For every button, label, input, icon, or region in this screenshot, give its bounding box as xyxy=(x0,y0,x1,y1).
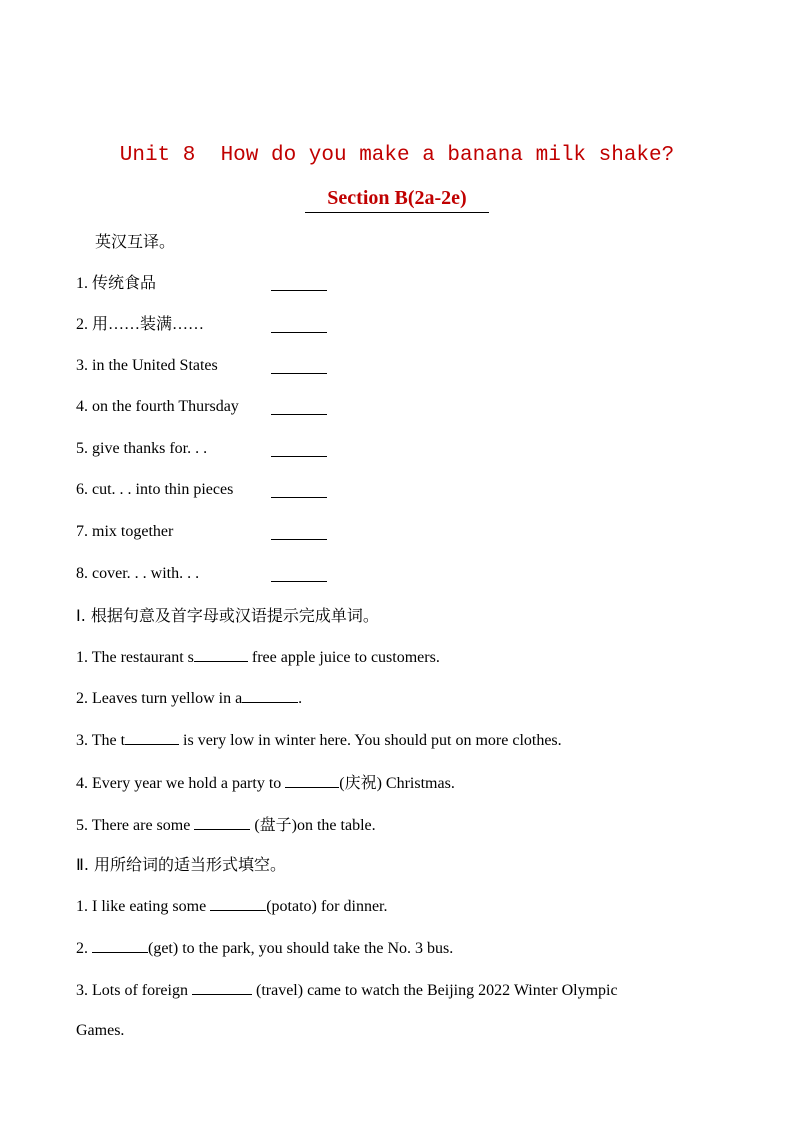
vocab-item-3: 3. in the United States xyxy=(76,357,218,374)
part2-item-3-after: (travel) came to watch the Beijing 2022 Winter Olympic xyxy=(251,982,618,999)
answer-blank[interactable] xyxy=(285,773,339,788)
part2-item-1 xyxy=(76,896,387,917)
part2-item-1-before: 1. I like eating some xyxy=(76,898,211,915)
part1-item-1-after: free apple juice to customers. xyxy=(247,649,440,666)
answer-blank[interactable] xyxy=(192,980,252,995)
part2-item-2 xyxy=(76,938,453,959)
vocab-item-8: 8. cover. . . with. . . xyxy=(76,565,200,582)
part1-item-2-before: 2. Leaves turn yellow in a xyxy=(76,690,243,707)
vocab-item-1: 1. 传统食品 xyxy=(76,275,157,292)
section-subtitle-wrapper xyxy=(0,186,794,213)
part1-item-3-before: 3. The t xyxy=(76,732,126,749)
part2-item-2-after: (get) to the park, you should take the No. 3 bus. xyxy=(148,940,454,957)
vocab-item-2: 2. 用……装满…… xyxy=(76,316,205,333)
vocab-item-5: 5. give thanks for. . . xyxy=(76,440,208,457)
part1-item-3 xyxy=(76,730,562,751)
section-subtitle: Section B(2a-2e) xyxy=(305,186,488,213)
answer-blank[interactable] xyxy=(210,896,266,911)
part1-item-5-before: 5. There are some xyxy=(76,817,195,834)
part1-item-2-after: . xyxy=(298,690,303,707)
part1-item-2 xyxy=(76,688,302,709)
part1-item-5-after: (盘子)on the table. xyxy=(250,817,376,834)
answer-blank[interactable] xyxy=(242,688,298,703)
part2-item-3-continuation: Games. xyxy=(76,1022,125,1039)
part1-item-3-after: is very low in winter here. You should put on more clothes. xyxy=(179,732,562,749)
part2-item-1-after: (potato) for dinner. xyxy=(266,898,388,915)
vocab-blank-6[interactable] xyxy=(271,497,327,498)
part1-item-4-before: 4. Every year we hold a party to xyxy=(76,775,286,792)
vocab-item-4: 4. on the fourth Thursday xyxy=(76,398,239,415)
vocab-blank-7[interactable] xyxy=(271,539,327,540)
vocab-blank-4[interactable] xyxy=(271,414,327,415)
part1-item-5 xyxy=(76,815,376,836)
part1-item-1 xyxy=(76,647,440,668)
part1-item-4 xyxy=(76,773,455,794)
answer-blank[interactable] xyxy=(92,938,148,953)
answer-blank[interactable] xyxy=(194,815,250,830)
part2-heading: Ⅱ. 用所给词的适当形式填空。 xyxy=(76,855,287,874)
part2-item-2-before: 2. xyxy=(76,940,92,957)
vocab-blank-5[interactable] xyxy=(271,456,327,457)
part1-heading: Ⅰ. 根据句意及首字母或汉语提示完成单词。 xyxy=(76,606,379,625)
vocab-item-6: 6. cut. . . into thin pieces xyxy=(76,481,234,498)
vocab-blank-2[interactable] xyxy=(271,332,327,333)
part1-item-1-before: 1. The restaurant s xyxy=(76,649,194,666)
vocab-blank-3[interactable] xyxy=(271,373,327,374)
part1-item-4-after: (庆祝) Christmas. xyxy=(339,775,455,792)
part2-item-3-before: 3. Lots of foreign xyxy=(76,982,192,999)
answer-blank[interactable] xyxy=(125,730,179,745)
part2-item-3 xyxy=(76,980,618,1001)
vocab-blank-1[interactable] xyxy=(271,290,327,291)
page-title: Unit 8 How do you make a banana milk shake? xyxy=(119,144,675,167)
vocab-blank-8[interactable] xyxy=(271,581,327,582)
translation-heading: 英汉互译。 xyxy=(95,232,176,251)
vocab-item-7: 7. mix together xyxy=(76,523,174,540)
answer-blank[interactable] xyxy=(194,647,248,662)
